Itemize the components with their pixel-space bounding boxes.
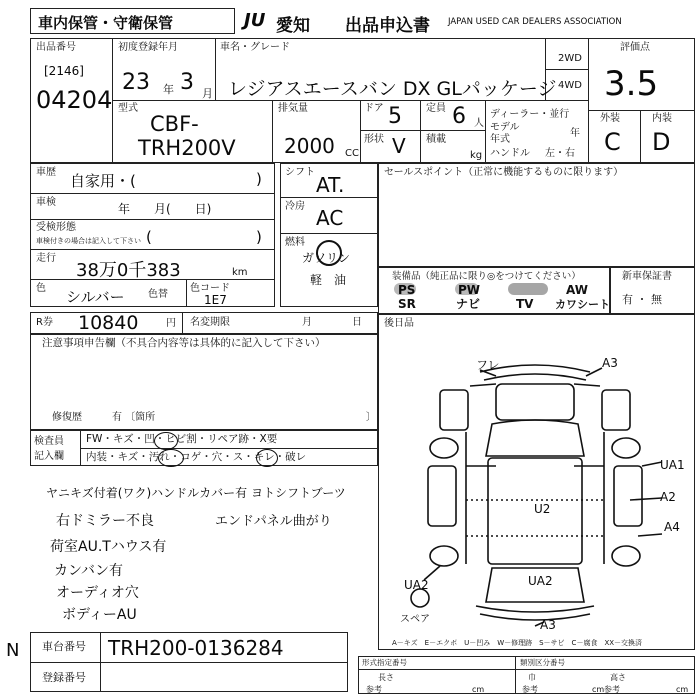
doors-value: 5 (388, 104, 402, 129)
form-title: 出品申込書 (345, 16, 430, 36)
spec-height: 高さ (610, 673, 626, 682)
color-label: 色 (36, 283, 46, 294)
inspector-label2: 記入欄 (34, 451, 64, 462)
spare-label: スペア (400, 614, 430, 625)
association-short: 愛知 (276, 16, 310, 36)
shaken-value: 年 月( 日) (118, 202, 212, 216)
fuel-circle-mark (316, 240, 342, 266)
margin-mark: N (6, 640, 20, 661)
dealer-year-label: 年式 (490, 134, 510, 145)
model-code-line2: TRH200V (138, 136, 236, 160)
fuel-label: 燃料 (285, 237, 305, 248)
capacity-value: 6 (452, 104, 466, 129)
inspector-note-right: エンドパネル曲がり (215, 514, 332, 529)
spec-width: 巾 (528, 673, 536, 682)
recycle-label: R券 (36, 317, 53, 328)
damage-legend: A－キズ E－エクボ U－凹み W－修理跡 S－サビ C－腐食 XX－交換済 (392, 639, 643, 647)
aircon-value: AC (316, 206, 344, 230)
inspector-note-4: カンバン有 (54, 563, 124, 579)
aircon-label: 冷房 (285, 201, 305, 212)
equip-navi-scribble (508, 283, 548, 295)
inspector-label1: 検査員 (34, 436, 64, 447)
dent-circle-mark (154, 432, 178, 450)
inspector-row1: FW・キズ・凹・ヒビ割・リペア跡・X要 (86, 433, 278, 445)
handle-label: ハンドル (490, 148, 530, 159)
warranty-options: 有 ・ 無 (622, 293, 662, 306)
vehicle-name-label: 車名・グレード (220, 42, 290, 53)
model-code-label: 型式 (118, 103, 138, 114)
mark-right-door: UA1 (660, 458, 685, 472)
grade-score-value: 3.5 (604, 64, 659, 104)
exterior-score: C (604, 128, 621, 156)
repair-history-value: 有 〔箇所 (112, 412, 156, 423)
inspector-note-2: 右ドミラー不良 (56, 513, 154, 529)
reception-note: 車検付きの場合は記入して下さい (36, 237, 141, 245)
history-value: 自家用・( (70, 172, 136, 190)
mark-front-bumper: フレ (476, 358, 500, 372)
lot-sub-number: [2146] (44, 64, 84, 78)
paint-change-label: 色替 (148, 289, 168, 300)
equip-kawaseat: カワシート (555, 298, 610, 311)
spec-right-header: 類別区分番号 (520, 658, 565, 667)
equip-pw-scribble (455, 283, 479, 295)
first-reg-year: 23 (122, 70, 150, 95)
spec-ref1: 参考 (366, 685, 382, 694)
lot-number-label: 出品番号 (36, 42, 76, 53)
capacity-label: 定員 (426, 103, 446, 114)
name-change-label: 名変期限 (190, 317, 230, 328)
interior-label: 内装 (652, 113, 672, 124)
chassis-label: 車台番号 (42, 640, 86, 653)
shift-label: シフト (285, 167, 315, 178)
color-code-value: 1E7 (204, 293, 227, 307)
displacement-value: 2000 (284, 134, 335, 158)
displacement-label: 排気量 (278, 103, 308, 114)
color-value: シルバー (66, 288, 125, 306)
recycle-value: 10840 (78, 312, 139, 334)
lot-number: 04204 (36, 86, 113, 114)
mark-right-side: A2 (660, 490, 676, 504)
inspector-note-6: ボディーAU (62, 607, 137, 623)
first-registration-label: 初度登録年月 (118, 42, 178, 53)
body-shape-label: 形状 (364, 134, 384, 145)
ju-logo: JU (244, 10, 266, 31)
remarks-label: 注意事項申告欄（不具合内容等は具体的に記入して下さい） (42, 337, 326, 349)
handle-options: 左・右 (545, 148, 575, 159)
mileage-value: 38万0千383 (76, 260, 181, 281)
equip-ps-scribble (394, 283, 416, 295)
registration-label: 登録番号 (42, 671, 86, 684)
fuel-diesel: 軽 油 (310, 273, 347, 287)
spec-length: 長さ (378, 673, 394, 682)
sales-point-label: セールスポイント（正常に機能するものに限ります） (384, 167, 624, 178)
doors-label: ドア (364, 103, 384, 114)
inspector-note-3: 荷室AU.Tハウス有 (50, 539, 167, 555)
equip-tv: TV (516, 297, 534, 311)
inspector-note-5: オーディオ穴 (56, 585, 139, 601)
body-shape-value: V (392, 134, 406, 158)
storage-type-label: 車内保管・守衛保管 (38, 14, 174, 32)
drive-4wd: 4WD (558, 80, 582, 91)
equip-pw: PW (458, 283, 481, 297)
chassis-value: TRH200-0136284 (108, 636, 284, 660)
su-circle-mark (256, 449, 278, 467)
equip-ps: PS (398, 283, 416, 297)
sales-point-block (378, 163, 695, 267)
shaken-label: 車検 (36, 197, 56, 208)
grade-score-label: 評価点 (620, 42, 650, 53)
dealer-label: ディーラー・並行 (490, 109, 570, 120)
reception-label: 受検形態 (36, 222, 76, 233)
exterior-label: 外装 (600, 113, 620, 124)
model-code-line1: CBF- (150, 112, 199, 136)
inspector-row2: 内装・キズ・汚れ・コゲ・穴・ス・キレ・破レ (86, 451, 307, 463)
repair-history-label: 修復歴 (52, 412, 82, 423)
after-day-label: 後日品 (384, 318, 414, 329)
spec-ref3: 参考 (604, 685, 620, 694)
mark-rear-gate: UA2 (528, 574, 553, 588)
equip-sr: SR (398, 297, 416, 311)
interior-score: D (652, 128, 671, 156)
association-en: JAPAN USED CAR DEALERS ASSOCIATION (448, 17, 622, 27)
color-code-label: 色コード (190, 283, 230, 294)
vehicle-name-value: レジアスエースバン DX GLパッケージ (228, 78, 557, 100)
equip-navi: ナビ (456, 297, 481, 311)
spec-ref2: 参考 (522, 685, 538, 694)
mark-right-rear: A4 (664, 520, 680, 534)
warranty-label: 新車保証書 (622, 271, 672, 282)
mileage-label: 走行 (36, 253, 56, 264)
drive-2wd: 2WD (558, 53, 582, 64)
mark-rear-bumper: A3 (540, 618, 556, 632)
mark-front-right: A3 (602, 356, 618, 370)
car-damage-diagram (380, 340, 694, 640)
fuel-gasoline: ガソリン (302, 251, 351, 265)
history-label: 車歴 (36, 167, 56, 178)
soil-circle-mark (158, 449, 184, 467)
shift-value: AT. (316, 173, 345, 197)
first-reg-month: 3 (180, 70, 194, 95)
dealer-model-label: モデル (490, 122, 520, 133)
equip-aw: AW (566, 283, 588, 297)
equipment-label: 装備品（純正品に限り◎をつけてください） (392, 271, 581, 282)
mark-roof: U2 (534, 502, 551, 516)
inspector-note-1: ヤニキズ付着(ワク)ハンドルカバー有 ヨトシフトブーツ (46, 486, 346, 500)
load-label: 積載 (426, 134, 446, 145)
mark-left-rear: UA2 (404, 578, 429, 592)
spec-left-header: 形式指定番号 (362, 658, 407, 667)
